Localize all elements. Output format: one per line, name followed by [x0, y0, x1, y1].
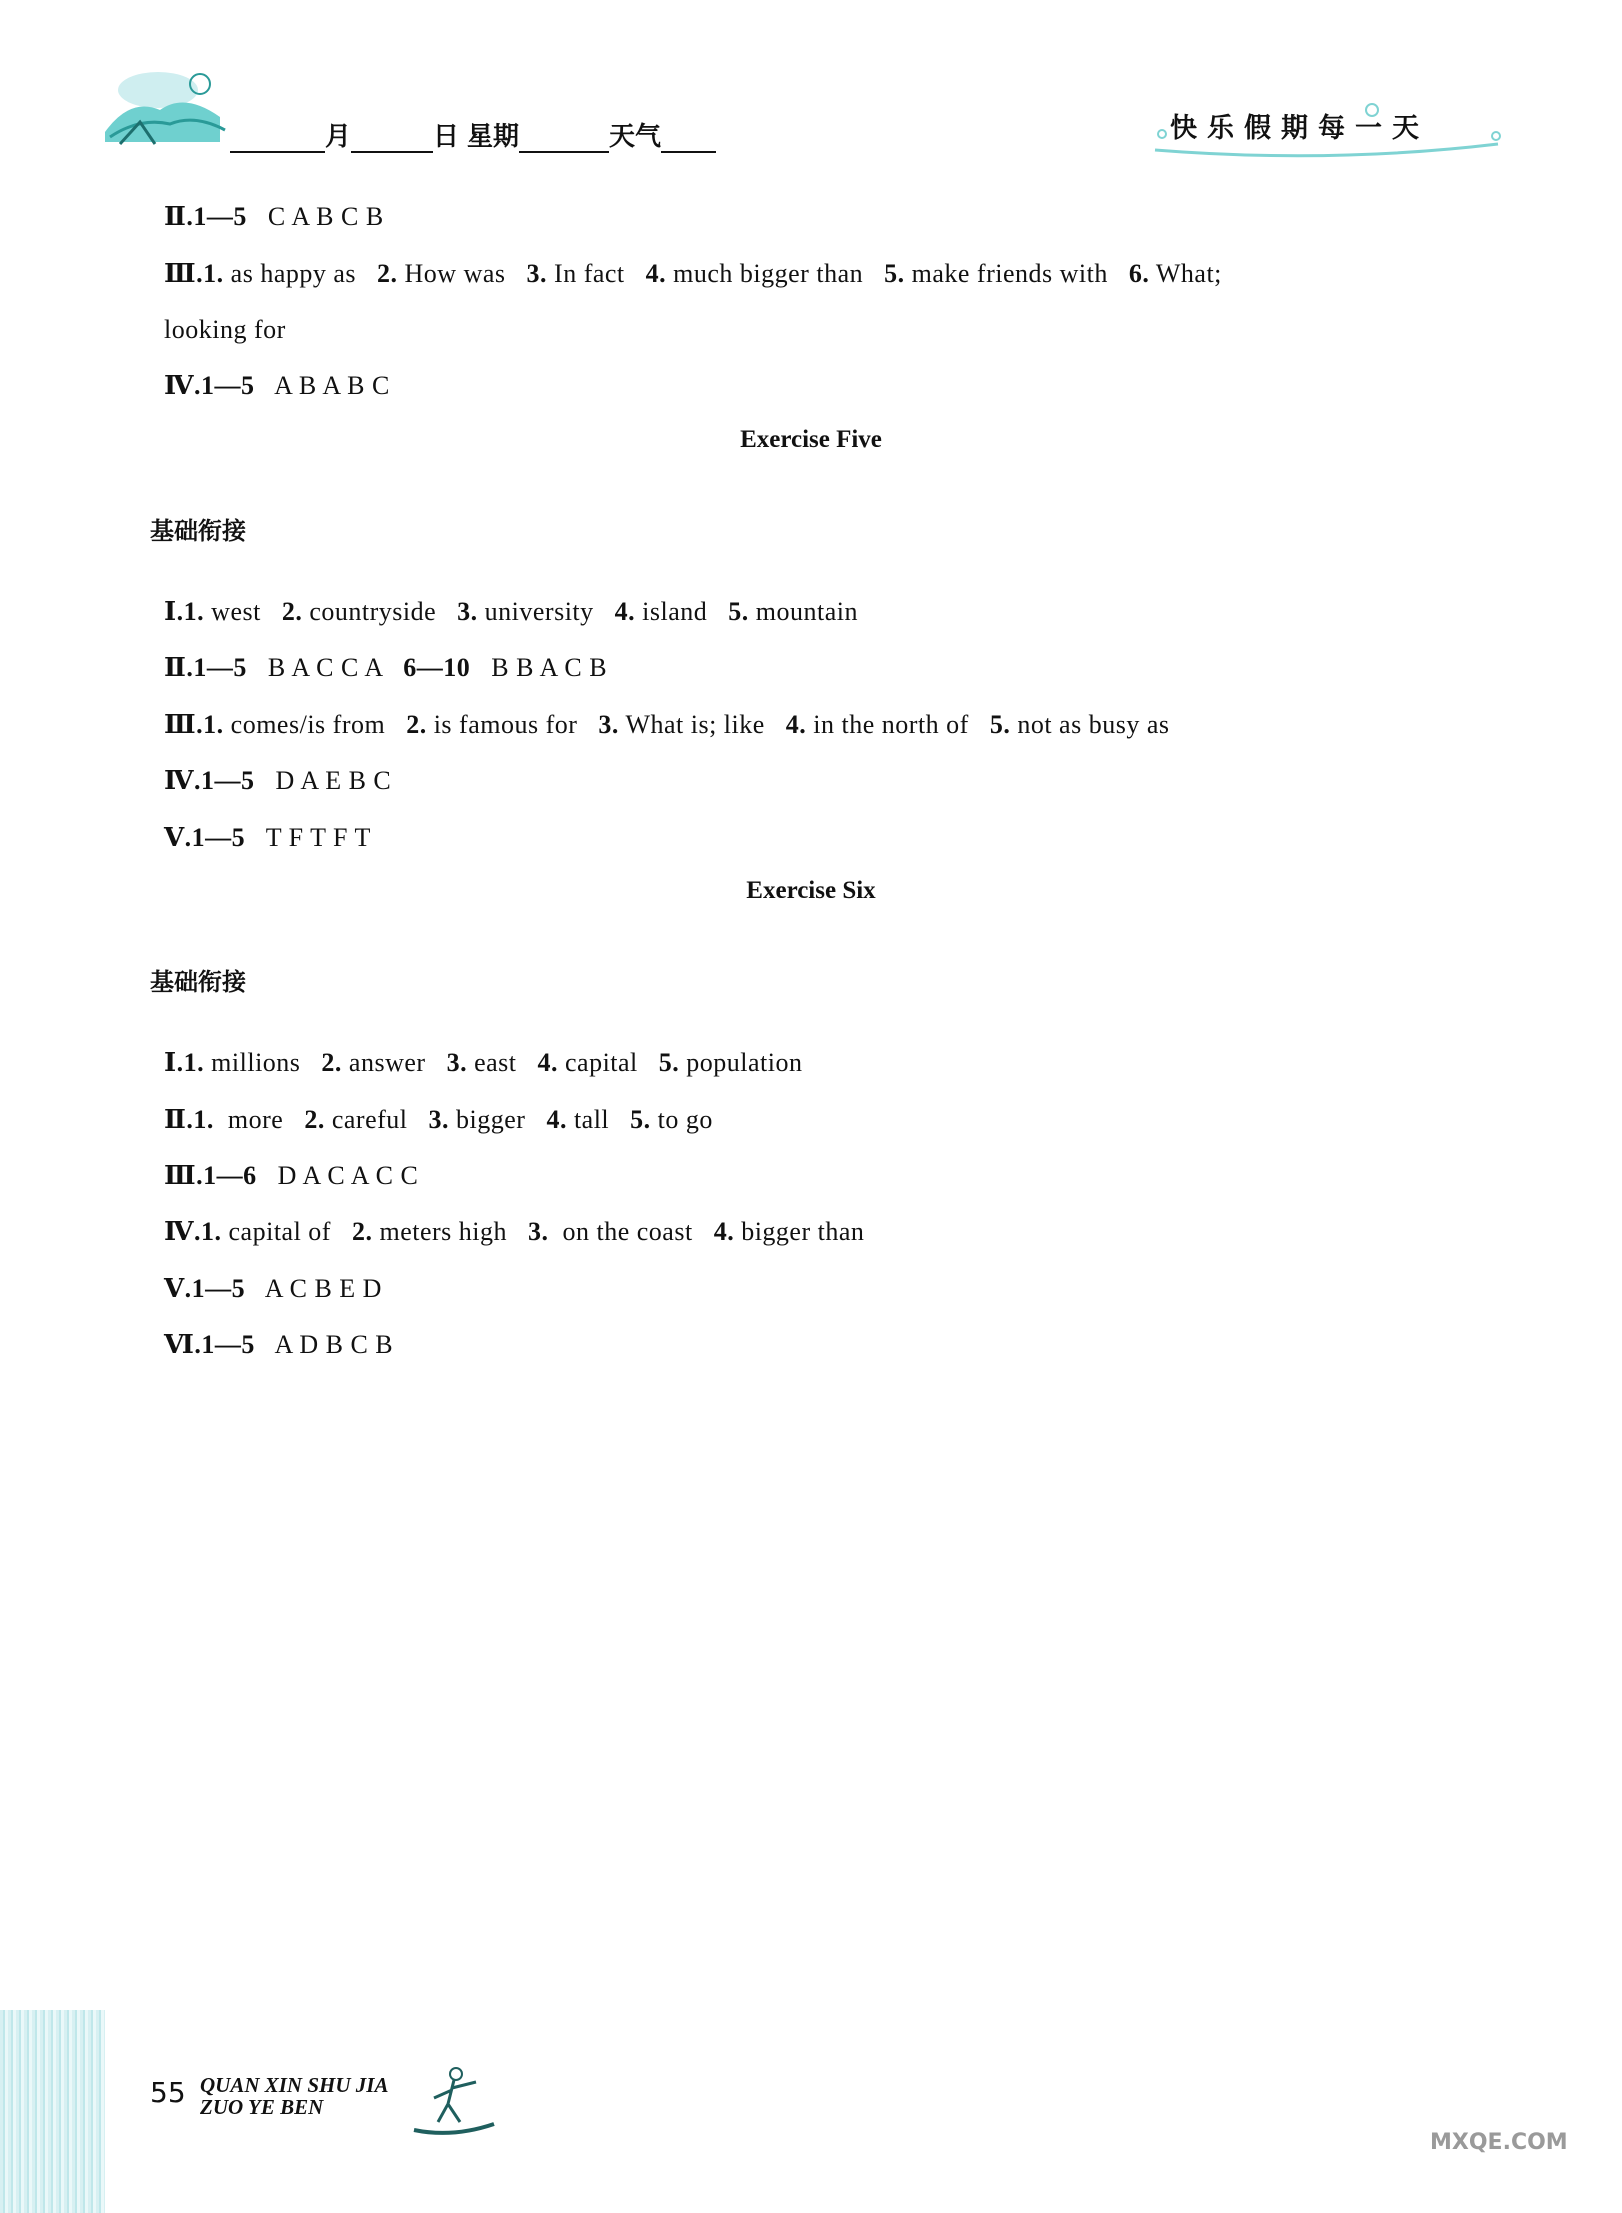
- answer-text: in the north of: [813, 710, 969, 739]
- header-motto: [1150, 100, 1510, 160]
- item-number: Ⅲ.1.: [164, 710, 224, 739]
- motto-text: 快乐假期每一天: [1170, 113, 1429, 144]
- answer-text: looking for: [164, 315, 286, 344]
- page-number: 55: [150, 2076, 186, 2109]
- answer-line: [150, 793, 371, 853]
- answer-text: B B A C B: [491, 653, 608, 682]
- answer-text: careful: [331, 1105, 408, 1134]
- answer-text: A D B C B: [274, 1330, 394, 1359]
- item-number: 3.: [526, 259, 548, 288]
- item-number: 4.: [785, 710, 807, 739]
- answer-line: [150, 285, 286, 345]
- answer-text: on the coast: [562, 1217, 693, 1246]
- item-number: Ⅲ.1—6: [164, 1161, 257, 1190]
- answer-text: east: [474, 1048, 517, 1077]
- answer-text: population: [686, 1048, 803, 1077]
- item-number: Ⅵ.1—5: [164, 1330, 255, 1359]
- item-number: 4.: [713, 1217, 735, 1246]
- item-number: 4.: [645, 259, 667, 288]
- exercise-six-title: Exercise Six: [746, 877, 876, 904]
- answer-text: In fact: [554, 259, 625, 288]
- answer-line: [150, 341, 390, 401]
- month-label: 月: [325, 122, 352, 152]
- answer-text: not as busy as: [1017, 710, 1170, 739]
- answer-text: make friends with: [911, 259, 1108, 288]
- exercise-five-title: Exercise Five: [740, 426, 882, 453]
- item-number: 5.: [884, 259, 905, 288]
- answer-line: [150, 623, 607, 683]
- header-landscape-icon: [100, 62, 230, 152]
- item-number: 6.: [1128, 259, 1150, 288]
- answer-line: [150, 567, 858, 627]
- item-number: Ⅱ.1.: [164, 1105, 214, 1134]
- item-number: 2.: [351, 1217, 373, 1246]
- item-number: 6—10: [403, 653, 471, 682]
- weather-label: 天气: [609, 122, 662, 152]
- item-number: 2.: [321, 1048, 342, 1077]
- item-number: Ⅴ.1—5: [164, 1274, 246, 1303]
- answer-text: meters high: [379, 1217, 507, 1246]
- answer-text: answer: [348, 1048, 426, 1077]
- surfer-icon: [408, 2064, 498, 2144]
- answer-line: [150, 172, 384, 232]
- answer-text: B A C C A: [267, 653, 383, 682]
- item-number: Ⅰ.1.: [164, 1048, 205, 1077]
- answer-text: What;: [1155, 259, 1222, 288]
- answer-line: [150, 1187, 864, 1247]
- answer-text: capital: [564, 1048, 638, 1077]
- footer-title-line: ZUO YE BEN: [200, 2095, 324, 2119]
- item-number: Ⅳ.1.: [164, 1217, 222, 1246]
- answer-line: [150, 1244, 382, 1304]
- date-weather-line: [230, 116, 716, 153]
- item-number: Ⅰ.1.: [164, 597, 205, 626]
- item-number: Ⅳ.1—5: [164, 766, 255, 795]
- answer-text: west: [211, 597, 261, 626]
- answer-text: much bigger than: [673, 259, 864, 288]
- item-number: 2.: [377, 259, 398, 288]
- answer-text: millions: [211, 1048, 301, 1077]
- item-number: 5.: [728, 597, 749, 626]
- item-number: Ⅴ.1—5: [164, 823, 246, 852]
- item-number: 3.: [428, 1105, 450, 1134]
- item-number: Ⅱ.1—5: [164, 653, 247, 682]
- item-number: 5.: [658, 1048, 680, 1077]
- answer-text: capital of: [228, 1217, 331, 1246]
- answer-text: D A C A C C: [277, 1161, 419, 1190]
- answer-text: is famous for: [433, 710, 578, 739]
- item-number: 2.: [406, 710, 427, 739]
- item-number: 3.: [598, 710, 619, 739]
- answer-line: [150, 1300, 393, 1360]
- answer-text: D A E B C: [275, 766, 392, 795]
- answer-text: to go: [657, 1105, 713, 1134]
- answer-text: How was: [404, 259, 506, 288]
- answer-text: more: [227, 1105, 284, 1134]
- answer-line: [150, 680, 1170, 740]
- item-number: 2.: [281, 597, 303, 626]
- answer-line: [150, 736, 391, 796]
- answer-text: as happy as: [230, 259, 357, 288]
- item-number: 4.: [537, 1048, 558, 1077]
- answer-text: T F T F T: [265, 823, 371, 852]
- answer-line: [150, 229, 1222, 289]
- weekday-label: 星期: [467, 122, 520, 152]
- item-number: 5.: [630, 1105, 651, 1134]
- item-number: 3.: [446, 1048, 468, 1077]
- footer-book-title: [200, 2074, 388, 2118]
- answer-text: island: [642, 597, 708, 626]
- answer-text: tall: [573, 1105, 610, 1134]
- answer-line: [150, 1018, 803, 1078]
- item-number: 3.: [457, 597, 478, 626]
- item-number: Ⅲ.1.: [164, 259, 224, 288]
- item-number: 4.: [546, 1105, 567, 1134]
- answer-text: bigger: [456, 1105, 526, 1134]
- answer-text: C A B C B: [267, 202, 384, 231]
- item-number: Ⅳ.1—5: [164, 371, 255, 400]
- item-number: 2.: [304, 1105, 325, 1134]
- answer-text: A C B E D: [264, 1274, 382, 1303]
- answer-line: [150, 1075, 713, 1135]
- side-decoration-stripe: [0, 2010, 105, 2213]
- answer-text: What is; like: [625, 710, 765, 739]
- answer-text: A B A B C: [274, 371, 390, 400]
- answer-text: bigger than: [741, 1217, 865, 1246]
- answer-text: comes/is from: [230, 710, 386, 739]
- answer-text: mountain: [755, 597, 858, 626]
- footer-title-line: QUAN XIN SHU JIA: [200, 2073, 389, 2097]
- item-number: 3.: [528, 1217, 549, 1246]
- answer-text: countryside: [309, 597, 437, 626]
- answer-line: [150, 1131, 418, 1191]
- section-heading: 基础衔接: [150, 517, 246, 545]
- item-number: 5.: [989, 710, 1011, 739]
- watermark-text: MXQE.COM: [1430, 2130, 1568, 2155]
- answer-text: university: [484, 597, 594, 626]
- item-number: Ⅱ.1—5: [164, 202, 247, 231]
- day-label: 日: [433, 122, 460, 152]
- item-number: 4.: [614, 597, 636, 626]
- section-heading: 基础衔接: [150, 968, 246, 996]
